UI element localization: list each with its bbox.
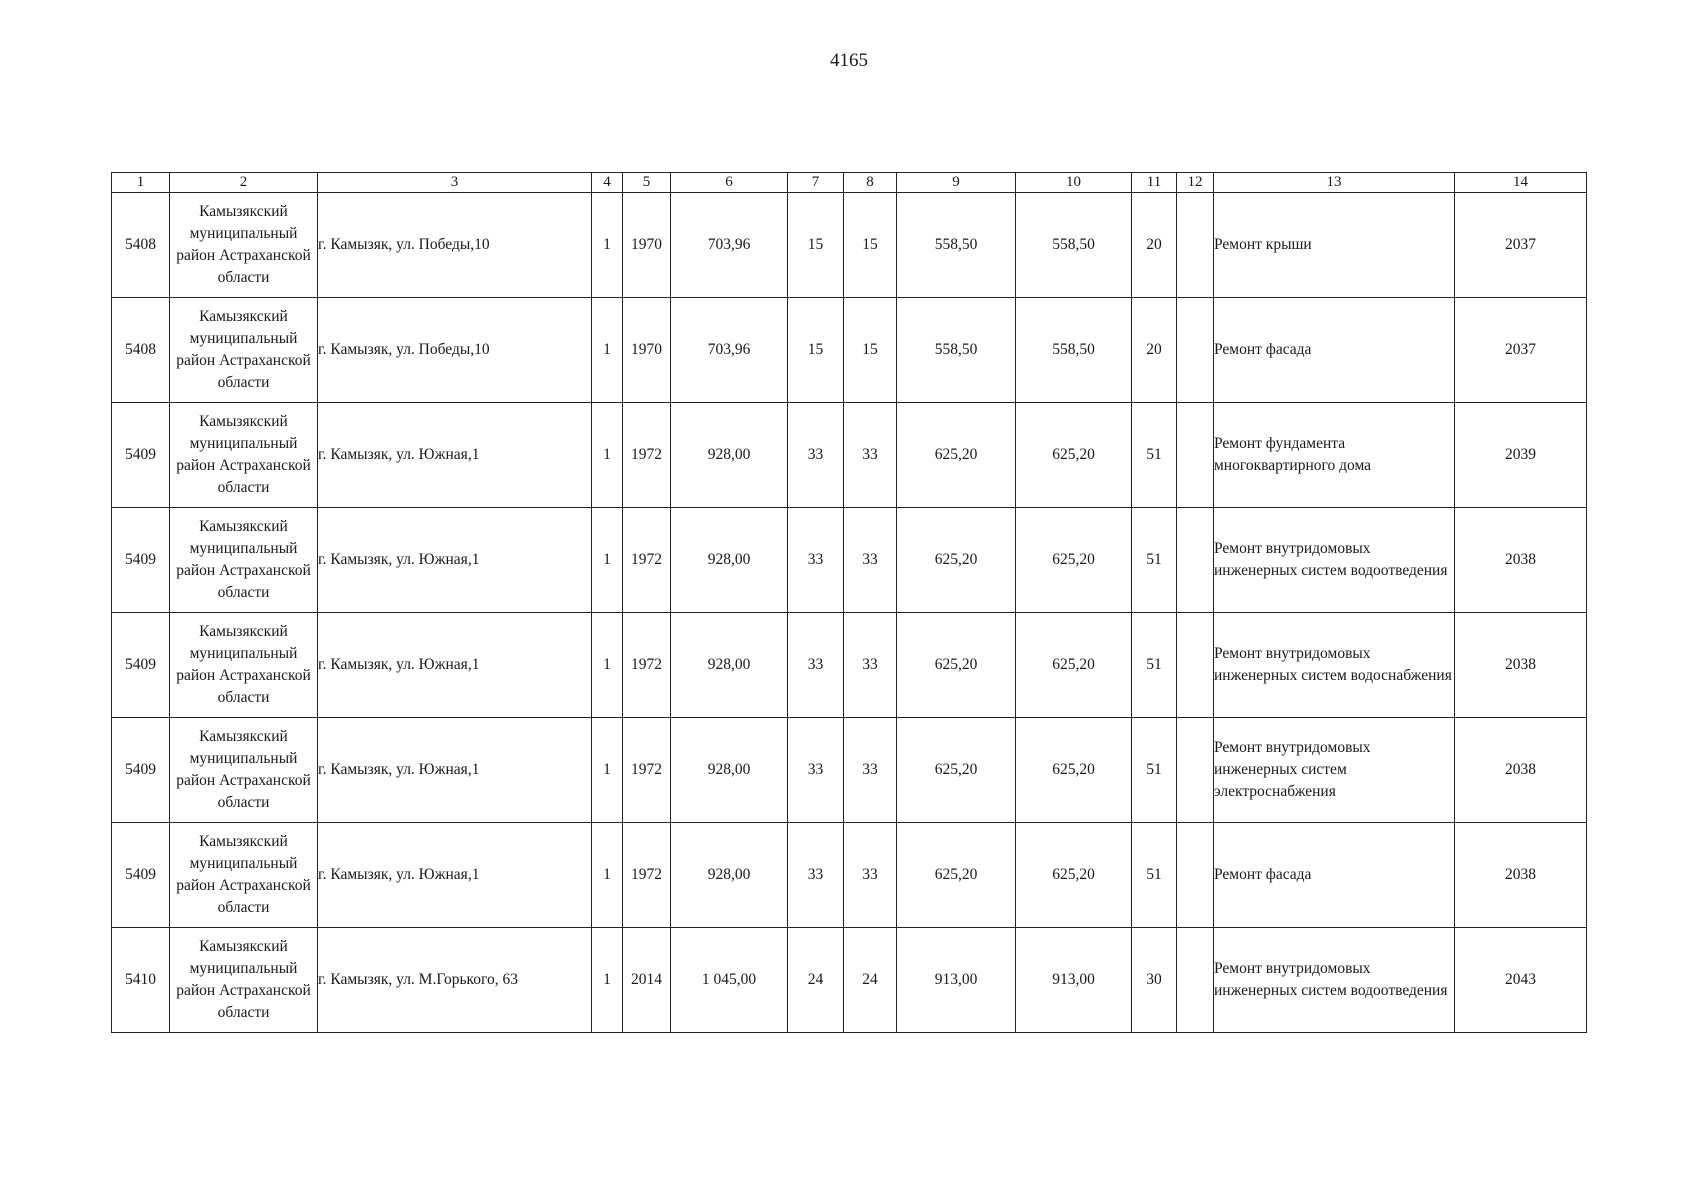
address: г. Камызяк, ул. Победы,10	[318, 193, 592, 298]
col6-value: 703,96	[671, 298, 788, 403]
col11-value: 30	[1132, 928, 1177, 1033]
plan-year: 2037	[1455, 298, 1587, 403]
table-row	[112, 613, 1587, 718]
table-row	[112, 928, 1587, 1033]
column-header-10: 10	[1016, 173, 1132, 193]
col12-value	[1177, 508, 1214, 613]
repair-work-type: Ремонт фасада	[1214, 298, 1455, 403]
row-id: 5408	[112, 193, 170, 298]
municipality: Камызякский муниципальный район Астраханской области	[170, 928, 318, 1033]
col7-value: 33	[788, 403, 844, 508]
col11-value: 51	[1132, 718, 1177, 823]
plan-year: 2038	[1455, 718, 1587, 823]
col7-value: 15	[788, 193, 844, 298]
col4-value: 1	[592, 508, 623, 613]
col9-value: 625,20	[897, 508, 1016, 613]
col12-value	[1177, 613, 1214, 718]
table-row	[112, 718, 1587, 823]
municipality: Камызякский муниципальный район Астраханской области	[170, 508, 318, 613]
col4-value: 1	[592, 718, 623, 823]
row-id: 5409	[112, 508, 170, 613]
column-header-8: 8	[844, 173, 897, 193]
col12-value	[1177, 193, 1214, 298]
page-number: 4165	[830, 50, 868, 71]
col8-value: 15	[844, 298, 897, 403]
build-year: 1972	[623, 508, 671, 613]
address: г. Камызяк, ул. Южная,1	[318, 823, 592, 928]
col10-value: 913,00	[1016, 928, 1132, 1033]
municipality: Камызякский муниципальный район Астраханской области	[170, 403, 318, 508]
table-row	[112, 193, 1587, 298]
municipality: Камызякский муниципальный район Астраханской области	[170, 823, 318, 928]
column-header-6: 6	[671, 173, 788, 193]
build-year: 1972	[623, 403, 671, 508]
col8-value: 33	[844, 718, 897, 823]
address: г. Камызяк, ул. М.Горького, 63	[318, 928, 592, 1033]
col10-value: 625,20	[1016, 718, 1132, 823]
build-year: 2014	[623, 928, 671, 1033]
col8-value: 33	[844, 508, 897, 613]
col11-value: 51	[1132, 613, 1177, 718]
address: г. Камызяк, ул. Южная,1	[318, 403, 592, 508]
column-header-13: 13	[1214, 173, 1455, 193]
col6-value: 928,00	[671, 823, 788, 928]
col7-value: 33	[788, 823, 844, 928]
plan-year: 2043	[1455, 928, 1587, 1033]
column-header-3: 3	[318, 173, 592, 193]
address: г. Камызяк, ул. Южная,1	[318, 718, 592, 823]
col6-value: 928,00	[671, 403, 788, 508]
build-year: 1970	[623, 298, 671, 403]
col8-value: 33	[844, 823, 897, 928]
col7-value: 33	[788, 508, 844, 613]
col6-value: 928,00	[671, 718, 788, 823]
table-row	[112, 508, 1587, 613]
col12-value	[1177, 823, 1214, 928]
plan-year: 2039	[1455, 403, 1587, 508]
table-header	[112, 173, 1587, 193]
row-id: 5409	[112, 823, 170, 928]
plan-year: 2038	[1455, 823, 1587, 928]
address: г. Камызяк, ул. Южная,1	[318, 613, 592, 718]
address: г. Камызяк, ул. Победы,10	[318, 298, 592, 403]
column-header-11: 11	[1132, 173, 1177, 193]
column-header-14: 14	[1455, 173, 1587, 193]
col11-value: 20	[1132, 193, 1177, 298]
col9-value: 558,50	[897, 298, 1016, 403]
col7-value: 15	[788, 298, 844, 403]
column-header-9: 9	[897, 173, 1016, 193]
table-row	[112, 298, 1587, 403]
plan-year: 2038	[1455, 508, 1587, 613]
col11-value: 51	[1132, 403, 1177, 508]
municipality: Камызякский муниципальный район Астраханской области	[170, 193, 318, 298]
table-row	[112, 823, 1587, 928]
col12-value	[1177, 298, 1214, 403]
address: г. Камызяк, ул. Южная,1	[318, 508, 592, 613]
col12-value	[1177, 718, 1214, 823]
col9-value: 625,20	[897, 613, 1016, 718]
row-id: 5409	[112, 718, 170, 823]
repair-work-type: Ремонт внутридомовых инженерных систем водоотведения	[1214, 508, 1455, 613]
build-year: 1970	[623, 193, 671, 298]
col10-value: 558,50	[1016, 193, 1132, 298]
col8-value: 24	[844, 928, 897, 1033]
repair-work-type: Ремонт внутридомовых инженерных систем электроснабжения	[1214, 718, 1455, 823]
row-id: 5410	[112, 928, 170, 1033]
col10-value: 558,50	[1016, 298, 1132, 403]
column-header-5: 5	[623, 173, 671, 193]
row-id: 5409	[112, 403, 170, 508]
column-header-1: 1	[112, 173, 170, 193]
row-id: 5409	[112, 613, 170, 718]
col4-value: 1	[592, 298, 623, 403]
col6-value: 703,96	[671, 193, 788, 298]
col8-value: 33	[844, 403, 897, 508]
table-body	[112, 193, 1587, 1033]
col9-value: 625,20	[897, 403, 1016, 508]
col4-value: 1	[592, 823, 623, 928]
col8-value: 15	[844, 193, 897, 298]
build-year: 1972	[623, 718, 671, 823]
col10-value: 625,20	[1016, 508, 1132, 613]
col9-value: 913,00	[897, 928, 1016, 1033]
build-year: 1972	[623, 613, 671, 718]
build-year: 1972	[623, 823, 671, 928]
col6-value: 1 045,00	[671, 928, 788, 1033]
plan-year: 2038	[1455, 613, 1587, 718]
col10-value: 625,20	[1016, 613, 1132, 718]
repair-work-type: Ремонт внутридомовых инженерных систем водоотведения	[1214, 928, 1455, 1033]
municipality: Камызякский муниципальный район Астраханской области	[170, 718, 318, 823]
column-header-7: 7	[788, 173, 844, 193]
col7-value: 33	[788, 613, 844, 718]
col11-value: 20	[1132, 298, 1177, 403]
col7-value: 33	[788, 718, 844, 823]
col11-value: 51	[1132, 823, 1177, 928]
header-row	[112, 173, 1587, 193]
col9-value: 625,20	[897, 718, 1016, 823]
col11-value: 51	[1132, 508, 1177, 613]
col6-value: 928,00	[671, 613, 788, 718]
municipality: Камызякский муниципальный район Астраханской области	[170, 613, 318, 718]
col8-value: 33	[844, 613, 897, 718]
column-header-12: 12	[1177, 173, 1214, 193]
plan-year: 2037	[1455, 193, 1587, 298]
column-header-4: 4	[592, 173, 623, 193]
column-header-2: 2	[170, 173, 318, 193]
table-row	[112, 403, 1587, 508]
housing-repair-table	[111, 172, 1587, 1033]
col4-value: 1	[592, 193, 623, 298]
row-id: 5408	[112, 298, 170, 403]
repair-work-type: Ремонт фундамента многоквартирного дома	[1214, 403, 1455, 508]
col10-value: 625,20	[1016, 823, 1132, 928]
col4-value: 1	[592, 928, 623, 1033]
col7-value: 24	[788, 928, 844, 1033]
col9-value: 558,50	[897, 193, 1016, 298]
col12-value	[1177, 403, 1214, 508]
repair-work-type: Ремонт фасада	[1214, 823, 1455, 928]
col12-value	[1177, 928, 1214, 1033]
col4-value: 1	[592, 403, 623, 508]
col6-value: 928,00	[671, 508, 788, 613]
municipality: Камызякский муниципальный район Астраханской области	[170, 298, 318, 403]
col10-value: 625,20	[1016, 403, 1132, 508]
col4-value: 1	[592, 613, 623, 718]
col9-value: 625,20	[897, 823, 1016, 928]
repair-work-type: Ремонт крыши	[1214, 193, 1455, 298]
repair-work-type: Ремонт внутридомовых инженерных систем водоснабжения	[1214, 613, 1455, 718]
